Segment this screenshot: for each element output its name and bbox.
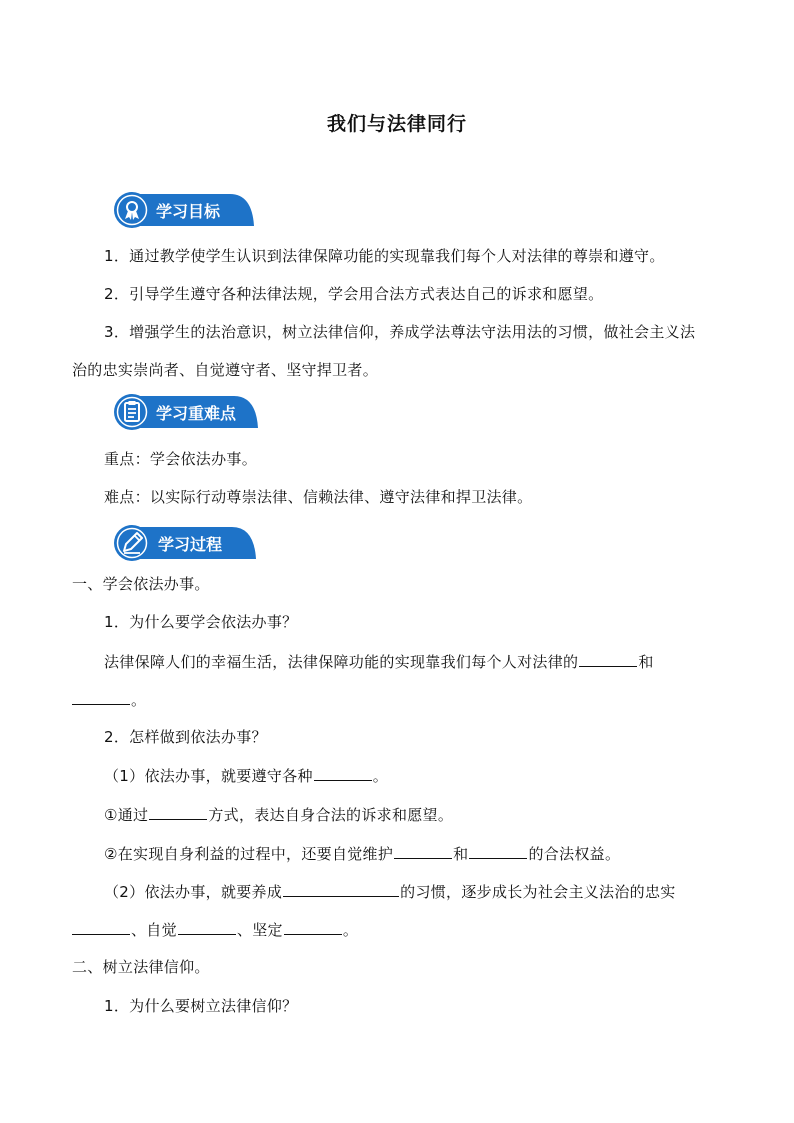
objective-2: 2．引导学生遵守各种法律法规，学会用合法方式表达自己的诉求和愿望。: [104, 285, 604, 303]
fill-blank[interactable]: [314, 764, 372, 781]
key-point-difficulty: 难点：以实际行动尊崇法律、信赖法律、遵守法律和捍卫法律。: [104, 488, 533, 506]
q2-point-2-end: 。: [342, 921, 359, 939]
question-2: 2．怎样做到依法办事？: [104, 728, 267, 746]
fill-blank[interactable]: [469, 842, 527, 859]
banner-objectives-label: 学习目标: [156, 202, 221, 221]
objective-3-line2: 治的忠实崇尚者、自觉遵守者、坚守捍卫者。: [72, 361, 379, 379]
objective-1: 1．通过教学使学生认识到法律保障功能的实现靠我们每个人对法律的尊崇和遵守。: [104, 247, 665, 265]
q2-point-1-end: 。: [372, 767, 389, 785]
q1-answer-end: 。: [131, 691, 147, 709]
fill-blank[interactable]: [178, 918, 236, 935]
q2-point-1-text: （1）依法办事，就要遵守各种: [104, 767, 313, 785]
q2-circle-2-text-a: ②在实现自身利益的过程中，还要自觉维护: [104, 845, 394, 863]
q2-circle-1: [104, 803, 453, 826]
q2-circle-2: [104, 842, 620, 865]
q1-answer-text-a: 法律保障人们的幸福生活，法律保障功能的实现靠我们每个人对法律的: [104, 653, 579, 671]
objective-3-line1: 3．增强学生的法治意识，树立法律信仰，养成学法尊法守法用法的习惯，做社会主义法: [104, 323, 696, 341]
section-2-heading: 二、树立法律信仰。: [72, 958, 210, 976]
q2-circle-1-text-a: ①通过: [104, 806, 149, 824]
q2-point-2-text-c: 、自觉: [131, 921, 177, 939]
q2-point-1: [104, 764, 388, 787]
fill-blank[interactable]: [284, 918, 342, 935]
fill-blank[interactable]: [283, 880, 399, 897]
question-3: 1．为什么要树立法律信仰？: [104, 997, 298, 1015]
page-title: 我们与法律同行: [326, 113, 467, 135]
fill-blank[interactable]: [579, 650, 637, 667]
question-1-answer-cont: [72, 688, 146, 711]
fill-blank[interactable]: [149, 803, 207, 820]
question-1: 1．为什么要学会依法办事？: [104, 613, 298, 631]
key-point-focus: 重点：学会依法办事。: [104, 450, 258, 468]
q2-circle-1-text-b: 方式，表达自身合法的诉求和愿望。: [208, 806, 454, 824]
q2-point-2-text-a: （2）依法办事，就要养成: [104, 883, 283, 901]
fill-blank[interactable]: [394, 842, 452, 859]
q2-point-2-text-d: 、坚定: [236, 921, 283, 939]
question-1-answer: [104, 650, 654, 673]
banner-objectives: [112, 191, 257, 229]
banner-key-points-label: 学习重难点: [156, 404, 237, 423]
fill-blank[interactable]: [72, 918, 130, 935]
banner-process-label: 学习过程: [158, 535, 223, 554]
q2-circle-2-text-c: 的合法权益。: [528, 845, 621, 863]
banner-process: [112, 524, 257, 562]
banner-key-points: [112, 393, 260, 431]
q2-point-2-text-b: 的习惯，逐步成长为社会主义法治的忠实: [400, 883, 676, 901]
q2-point-2-cont: [72, 918, 358, 941]
q2-point-2: [104, 880, 676, 903]
fill-blank[interactable]: [72, 688, 130, 705]
section-1-heading: 一、学会依法办事。: [72, 575, 210, 593]
q2-circle-2-text-b: 和: [453, 845, 469, 863]
q1-answer-text-b: 和: [638, 653, 654, 671]
